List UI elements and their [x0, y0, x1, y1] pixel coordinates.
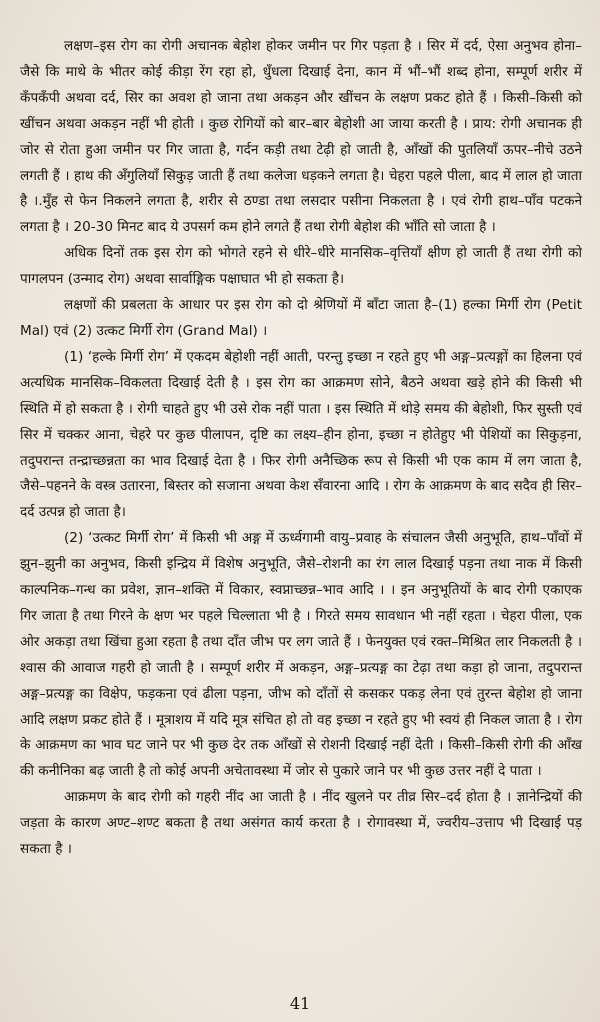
paragraph-symptoms: लक्षण–इस रोग का रोगी अचानक बेहोश होकर जमीन पर गिर पड़ता है । सिर में दर्द, ऐसा अनुभव होना–जैसे कि माथे के भीतर कोई कीड़ा रेंग रहा हो, धुँधला दिखाई देना, कान में भौं–भौं शब्द होना, सम्पूर्ण शरीर में कँपकँपी अथवा दर्द, सिर का अवश हो जाना तथा अकड़न और खींचन के लक्षण प्रकट होते हैं । किसी–किसी को खींचन अथवा अकड़न नहीं भी होती । कुछ रोगियों को बार–बार बेहोशी आ जाया करती है । प्राय: रोगी अचानक ही जोर से रोता हुआ जमीन पर गिर जाता है, गर्दन कड़ी तथा टेढ़ी हो जाती है, आँखों की पुतलियाँ ऊपर–नीचे उठने लगती हैं । हाथ की अँगुलियाँ सिकुड़ जाती हैं तथा कलेजा धड़कने लगता है। चेहरा पहले पीला, बाद में लाल हो जाता है ।.मुँह से फेन निकलने लगता है, शरीर से ठण्डा तथा लसदार पसीना निकलता है । एवं रोगी हाथ–पाँव पटकने लगता है । 20-30 मिनट बाद ये उपसर्ग कम होने लगते हैं तथा रोगी बेहोश की भाँति सो जाता है । — [20, 38, 582, 236]
body-text — [20, 34, 582, 863]
paragraph-after-attack: आक्रमण के बाद रोगी को गहरी नींद आ जाती है । नींद खुलने पर तीव्र सिर–दर्द होता है । ज्ञानेन्द्रियों की जड़ता के कारण अण्ट–शण्ट बकता है तथा असंगत कार्य करता है । रोगावस्था में, ज्वरीय–उत्ताप भी दिखाई पड़ सकता है । — [20, 789, 582, 858]
paragraph-petit-mal: (1) ‘हल्के मिर्गी रोग’ में एकदम बेहोशी नहीं आती, परन्तु इच्छा न रहते हुए भी अङ्ग–प्रत्यङ्गों का हिलना एवं अत्यधिक मानसिक–विकलता दिखाई देती है । इस रोग का आक्रमण सोने, बैठने अथवा खड़े होने की किसी भी स्थिति में हो सकता है । रोगी चाहते हुए भी उसे रोक नहीं पाता । इस स्थिति में थोड़े समय की बेहोशी, फिर सुस्ती एवं सिर में चक्कर आना, चेहरे पर कुछ पीलापन, दृष्टि का लक्ष्य–हीन होना, इच्छा न होतेहुए भी पेशियों का सिकुड़ना, तदुपरान्त तन्द्राच्छन्नता का भाव दिखाई देता है । फिर रोगी अनैच्छिक रूप से किसी भी एक काम में लग जाता है, जैसे–पहनने के वस्त्र उतारना, बिस्तर को सजाना अथवा केश सँवारना आदि । रोग के आक्रमण के बाद सदैव ही सिर–दर्द उत्पन्न हो जाता है। — [20, 348, 582, 521]
paragraph-grand-mal: (2) ‘उत्कट मिर्गी रोग’ में किसी भी अङ्ग में ऊर्ध्वगामी वायु–प्रवाह के संचालन जैसी अनुभूति, हाथ–पाँवों में झुन–झुनी का अनुभव, किसी इन्द्रिय में विशेष अनुभूति, जैसे–रोशनी का रंग लाल दिखाई पड़ना तथा नाक में किसी काल्पनिक–गन्ध का प्रवेश, ज्ञान–शक्ति में विकार, स्वप्नाच्छन्न–भाव आदि । । इन अनुभूतियों के बाद रोगी एकाएक गिर जाता है तथा गिरने के क्षण भर पहले चिल्लाता भी है । गिरते समय सावधान भी नहीं रहता । चेहरा पीला, एक ओर अकड़ा तथा खिंचा हुआ रहता है तथा दाँत जीभ पर लग जाते हैं । फेनयुक्त एवं रक्त–मिश्रित लार निकलती है । श्वास की आवाज गहरी हो जाती है । सम्पूर्ण शरीर में अकड़न, अङ्ग–प्रत्यङ्ग का टेढ़ा तथा कड़ा हो जाना, तदुपरान्त अङ्ग–प्रत्यङ्ग का विक्षेप, फड़कना एवं ढीला पड़ना, जीभ को दाँतों से कसकर पकड़ लेना एवं तुरन्त बेहोश हो जाना आदि लक्षण प्रकट होते हैं । मूत्राशय में यदि मूत्र संचित हो तो वह इच्छा न रहते हुए भी स्वयं ही निकल जाता है । रोग के आक्रमण का भाव घट जाने पर भी कुछ देर तक आँखों से रोशनी दिखाई नहीं देती । किसी–किसी रोगी की आँख की कनीनिका बढ़ जाती है तो कोई अपनी अचेतावस्था में जोर से पुकारे जाने पर भी कुछ उत्तर नहीं दे पाता । — [20, 530, 582, 780]
paragraph-classification: लक्षणों की प्रबलता के आधार पर इस रोग को दो श्रेणियों में बाँटा जाता है–(1) हल्का मिर्गी रोग (Petit Mal) एवं (2) उत्कट मिर्गी रोग (Grand Mal) । — [20, 297, 582, 339]
paragraph-long-term-effects: अधिक दिनों तक इस रोग को भोगते रहने से धीरे–धीरे मानसिक–वृत्तियाँ क्षीण हो जाती हैं तथा रोगी को पागलपन (उन्माद रोग) अथवा सार्वाङ्गिक पक्षाघात भी हो सकता है। — [20, 245, 582, 288]
page-number: 41 — [289, 994, 311, 1013]
